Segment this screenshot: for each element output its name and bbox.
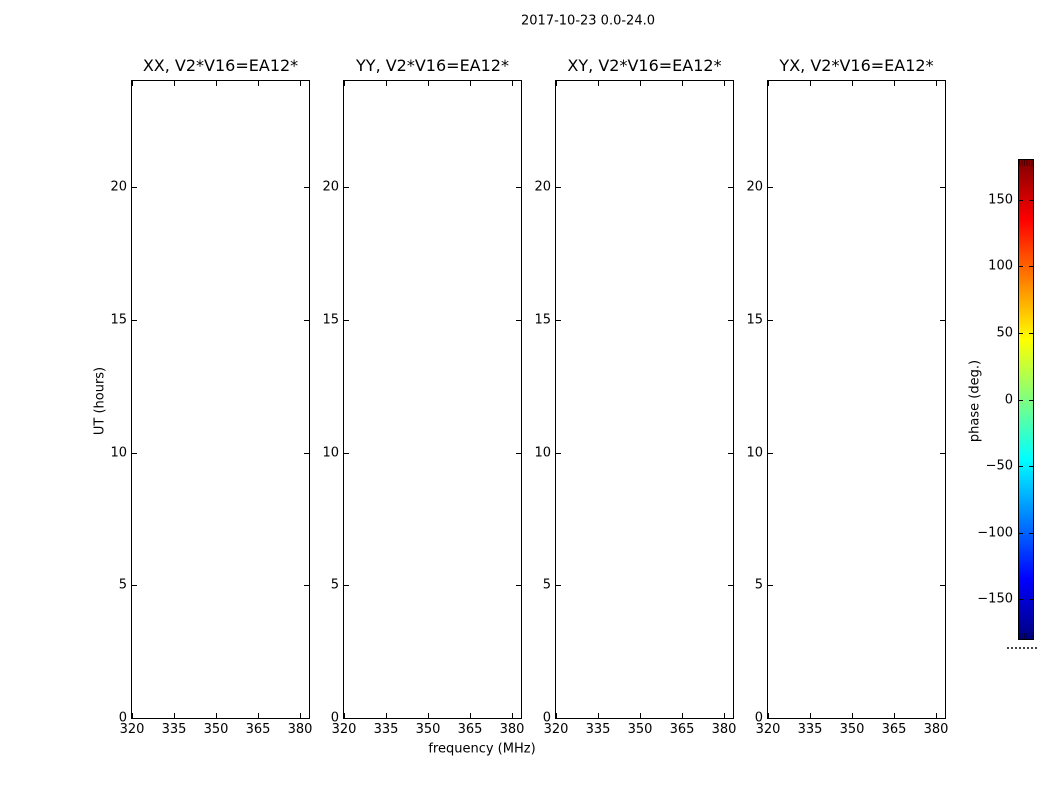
y-tick-mark	[768, 718, 773, 719]
y-tick-label: 20	[322, 179, 339, 195]
y-tick-mark	[728, 187, 733, 188]
y-tick-label: 15	[110, 312, 127, 328]
colorbar-tick-label: −50	[985, 458, 1013, 474]
x-tick-mark	[216, 81, 217, 86]
colorbar-dotted-edge	[1007, 647, 1037, 649]
y-tick-mark	[768, 453, 773, 454]
y-tick-label: 20	[746, 179, 763, 195]
y-tick-mark	[304, 453, 309, 454]
colorbar-tick-mark	[1019, 400, 1023, 401]
x-tick-label: 365	[881, 722, 907, 737]
x-tick-mark	[724, 713, 725, 718]
colorbar-tick-mark	[1029, 200, 1033, 201]
y-tick-label: 20	[534, 179, 551, 195]
y-tick-label: 5	[118, 577, 127, 593]
y-tick-label: 5	[542, 577, 551, 593]
y-tick-mark	[516, 453, 521, 454]
x-tick-mark	[174, 81, 175, 86]
colorbar-tick-label: 0	[1004, 392, 1013, 408]
x-tick-mark	[300, 713, 301, 718]
colorbar	[977, 159, 1034, 640]
x-tick-mark	[216, 713, 217, 718]
y-tick-mark	[728, 453, 733, 454]
x-tick-mark	[894, 81, 895, 86]
x-tick-mark	[132, 81, 133, 86]
y-tick-label: 10	[322, 445, 339, 461]
x-tick-label: 380	[923, 722, 949, 737]
y-tick-mark	[940, 718, 945, 719]
heatmap-panel	[746, 56, 949, 737]
y-tick-mark	[728, 718, 733, 719]
x-tick-mark	[300, 81, 301, 86]
x-tick-mark	[258, 81, 259, 86]
y-tick-mark	[344, 187, 349, 188]
x-tick-mark	[344, 81, 345, 86]
colorbar-tick-mark	[1029, 599, 1033, 600]
colorbar-tick-label: 100	[988, 258, 1013, 274]
x-tick-label: 380	[287, 722, 313, 737]
y-tick-mark	[344, 718, 349, 719]
y-tick-mark	[556, 585, 561, 586]
y-tick-mark	[768, 320, 773, 321]
y-tick-mark	[556, 718, 561, 719]
y-tick-label: 15	[534, 312, 551, 328]
y-tick-label: 20	[110, 179, 127, 195]
heatmap-panel	[322, 56, 525, 737]
y-tick-mark	[304, 320, 309, 321]
y-axis-label: UT (hours)	[92, 366, 108, 436]
x-tick-label: 365	[669, 722, 695, 737]
x-tick-label: 335	[797, 722, 823, 737]
x-tick-mark	[470, 81, 471, 86]
x-tick-label: 320	[543, 722, 569, 737]
x-tick-mark	[512, 713, 513, 718]
y-tick-mark	[768, 187, 773, 188]
y-tick-label: 0	[542, 710, 551, 726]
x-tick-label: 335	[373, 722, 399, 737]
x-tick-mark	[852, 713, 853, 718]
y-tick-mark	[304, 187, 309, 188]
colorbar-tick-mark	[1019, 466, 1023, 467]
y-tick-mark	[132, 187, 137, 188]
x-tick-mark	[598, 81, 599, 86]
y-tick-mark	[132, 320, 137, 321]
x-tick-label: 365	[245, 722, 271, 737]
colorbar-tick-label: −150	[977, 591, 1013, 607]
heatmap-panel	[534, 56, 737, 737]
colorbar-tick-mark	[1019, 533, 1023, 534]
y-tick-label: 0	[754, 710, 763, 726]
colorbar-tick-label: 50	[996, 325, 1013, 341]
x-tick-mark	[936, 713, 937, 718]
x-tick-mark	[556, 81, 557, 86]
y-tick-mark	[132, 453, 137, 454]
y-tick-mark	[728, 585, 733, 586]
y-tick-mark	[940, 187, 945, 188]
y-tick-mark	[516, 187, 521, 188]
panel-title: YY, V2*V16=EA12*	[356, 56, 509, 75]
y-tick-label: 10	[746, 445, 763, 461]
x-tick-mark	[768, 81, 769, 86]
x-tick-mark	[894, 713, 895, 718]
heatmap-panel	[110, 56, 313, 737]
x-tick-mark	[470, 713, 471, 718]
y-tick-mark	[516, 585, 521, 586]
x-tick-label: 320	[755, 722, 781, 737]
y-tick-label: 5	[330, 577, 339, 593]
x-tick-mark	[174, 713, 175, 718]
colorbar-tick-mark	[1019, 200, 1023, 201]
y-tick-mark	[132, 718, 137, 719]
colorbar-tick-mark	[1029, 533, 1033, 534]
y-tick-mark	[940, 453, 945, 454]
y-tick-mark	[304, 585, 309, 586]
x-tick-label: 320	[119, 722, 145, 737]
x-tick-mark	[810, 713, 811, 718]
x-tick-label: 350	[203, 722, 229, 737]
y-tick-mark	[556, 320, 561, 321]
x-tick-mark	[428, 81, 429, 86]
y-tick-label: 10	[110, 445, 127, 461]
y-tick-mark	[344, 453, 349, 454]
y-tick-mark	[768, 585, 773, 586]
x-tick-mark	[428, 713, 429, 718]
x-tick-mark	[386, 81, 387, 86]
x-tick-mark	[640, 713, 641, 718]
y-tick-mark	[940, 320, 945, 321]
y-tick-label: 0	[330, 710, 339, 726]
x-tick-label: 320	[331, 722, 357, 737]
y-tick-label: 5	[754, 577, 763, 593]
x-tick-label: 350	[415, 722, 441, 737]
y-tick-label: 0	[118, 710, 127, 726]
colorbar-tick-mark	[1019, 266, 1023, 267]
colorbar-tick-mark	[1019, 333, 1023, 334]
x-tick-label: 350	[839, 722, 865, 737]
x-tick-mark	[640, 81, 641, 86]
x-tick-mark	[810, 81, 811, 86]
x-tick-label: 380	[711, 722, 737, 737]
colorbar-tick-mark	[1029, 400, 1033, 401]
x-tick-mark	[258, 713, 259, 718]
panel-title: YX, V2*V16=EA12*	[779, 56, 934, 75]
panel-title: XX, V2*V16=EA12*	[142, 56, 299, 75]
x-axis-label: frequency (MHz)	[428, 741, 536, 757]
x-tick-mark	[852, 81, 853, 86]
x-tick-mark	[724, 81, 725, 86]
colorbar-tick-label: 150	[988, 192, 1013, 208]
y-tick-label: 10	[534, 445, 551, 461]
y-tick-label: 15	[322, 312, 339, 328]
y-tick-label: 15	[746, 312, 763, 328]
x-tick-label: 335	[161, 722, 187, 737]
x-tick-mark	[386, 713, 387, 718]
x-tick-mark	[936, 81, 937, 86]
y-tick-mark	[132, 585, 137, 586]
colorbar-axis-label: phase (deg.)	[967, 359, 983, 443]
colorbar-tick-mark	[1019, 599, 1023, 600]
y-tick-mark	[344, 320, 349, 321]
colorbar-top-hatch	[1019, 160, 1033, 166]
colorbar-tick-mark	[1029, 266, 1033, 267]
x-tick-mark	[682, 713, 683, 718]
colorbar-tick-mark	[1029, 466, 1033, 467]
y-tick-mark	[516, 320, 521, 321]
y-tick-mark	[940, 585, 945, 586]
y-tick-mark	[344, 585, 349, 586]
y-tick-mark	[556, 187, 561, 188]
x-tick-mark	[512, 81, 513, 86]
panel-title: XY, V2*V16=EA12*	[567, 56, 722, 75]
figure-title: 2017-10-23 0.0-24.0	[521, 13, 655, 29]
colorbar-bottom-hatch	[1019, 633, 1033, 639]
colorbar-tick-mark	[1029, 333, 1033, 334]
y-tick-mark	[556, 453, 561, 454]
x-tick-label: 350	[627, 722, 653, 737]
x-tick-label: 365	[457, 722, 483, 737]
y-tick-mark	[304, 718, 309, 719]
x-tick-mark	[682, 81, 683, 86]
x-tick-label: 335	[585, 722, 611, 737]
x-tick-label: 380	[499, 722, 525, 737]
y-tick-mark	[728, 320, 733, 321]
colorbar-tick-label: −100	[977, 525, 1013, 541]
y-tick-mark	[516, 718, 521, 719]
x-tick-mark	[598, 713, 599, 718]
